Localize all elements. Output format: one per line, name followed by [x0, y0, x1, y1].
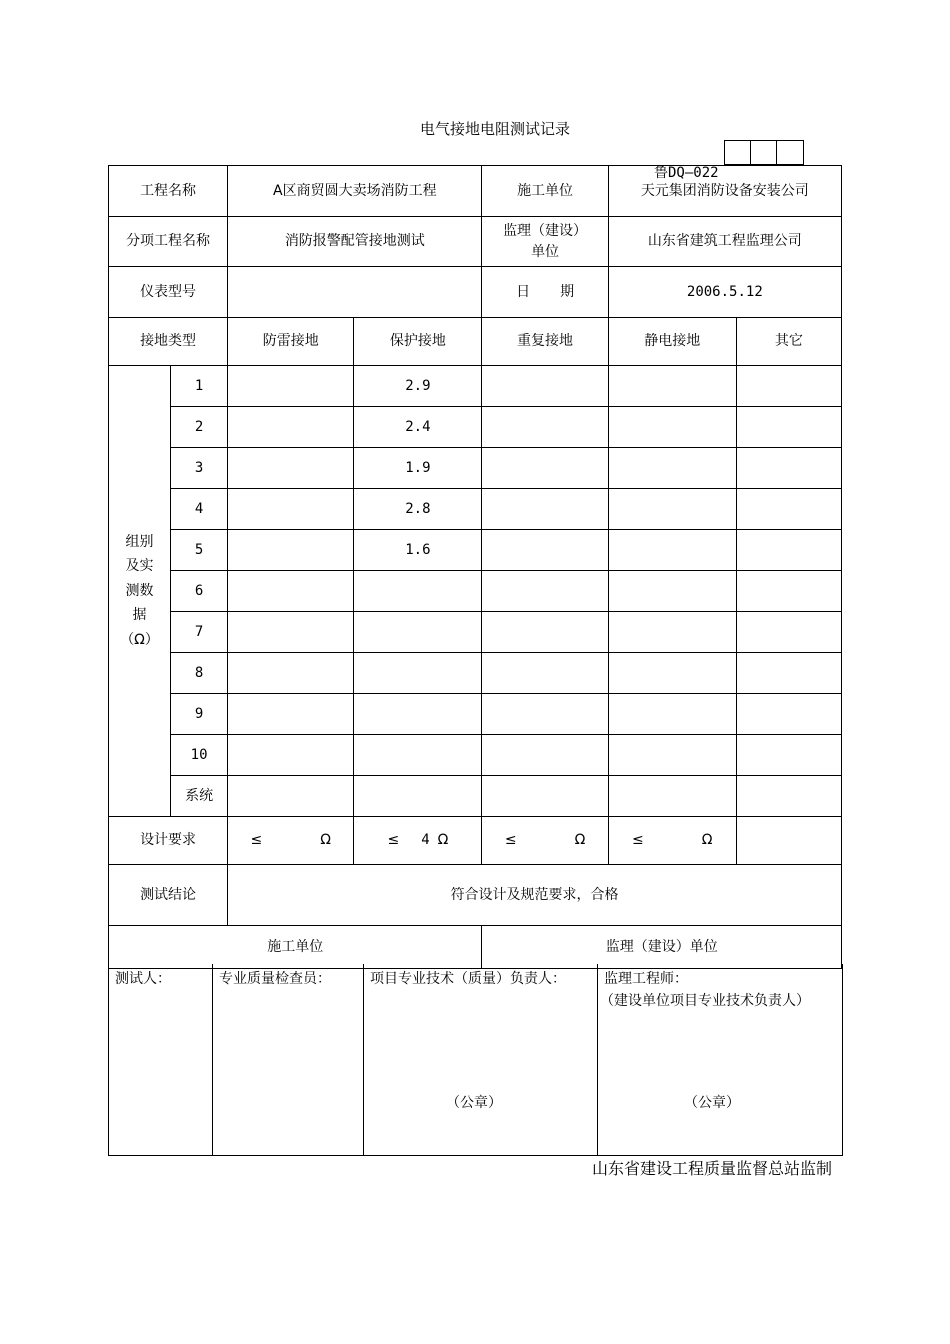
ohm-unit: Ω	[437, 832, 449, 848]
row-id: 10	[171, 735, 228, 776]
data-cell	[482, 530, 608, 571]
col-static: 静电接地	[608, 318, 736, 366]
instrument-label: 仪表型号	[109, 267, 228, 318]
col-repeat: 重复接地	[482, 318, 608, 366]
row-id: 1	[171, 366, 228, 407]
row-id: 8	[171, 653, 228, 694]
row-id-system: 系统	[171, 776, 228, 817]
le-sign: ≤	[387, 832, 400, 848]
data-cell: 1.6	[354, 530, 482, 571]
design-req-other	[736, 817, 841, 865]
data-cell	[482, 489, 608, 530]
data-cell	[482, 612, 608, 653]
data-cell	[228, 407, 354, 448]
data-cell: 2.8	[354, 489, 482, 530]
tester-cell	[109, 964, 213, 1156]
ohm-unit: Ω	[701, 832, 713, 848]
data-cell	[228, 653, 354, 694]
col-lightning: 防雷接地	[228, 318, 354, 366]
col-other: 其它	[736, 318, 841, 366]
construction-seal: （公章）	[446, 1095, 502, 1111]
data-cell	[608, 407, 736, 448]
data-cell	[354, 653, 482, 694]
supervisor-label-line1: 监理（建设）	[503, 222, 588, 239]
grounding-type-label: 接地类型	[109, 318, 228, 366]
data-cell	[736, 694, 841, 735]
supervision-unit-header: 监理（建设）单位	[482, 926, 842, 969]
design-req-lightning	[228, 817, 354, 865]
data-cell	[736, 776, 841, 817]
data-cell: 2.4	[354, 407, 482, 448]
req-value: 4	[421, 832, 430, 848]
data-cell	[736, 612, 841, 653]
data-cell	[608, 571, 736, 612]
code-boxes	[724, 140, 804, 165]
design-req-repeat	[482, 817, 608, 865]
data-cell	[354, 776, 482, 817]
row-id: 9	[171, 694, 228, 735]
group-label-line: （Ω）	[120, 631, 159, 648]
ohm-unit: Ω	[574, 832, 586, 848]
data-cell	[736, 448, 841, 489]
date-value: 2006.5.12	[608, 267, 841, 318]
data-cell	[354, 735, 482, 776]
row-id: 7	[171, 612, 228, 653]
data-cell	[736, 530, 841, 571]
supervision-seal: （公章）	[684, 1095, 740, 1111]
data-cell	[354, 694, 482, 735]
signature-table	[108, 964, 843, 1156]
le-sign: ≤	[250, 832, 263, 848]
data-cell	[354, 571, 482, 612]
design-requirement-label: 设计要求	[109, 817, 228, 865]
data-cell	[736, 489, 841, 530]
group-label-line: 测数	[125, 582, 154, 599]
data-cell	[608, 530, 736, 571]
le-sign: ≤	[504, 832, 517, 848]
group-label-line: 组别	[125, 533, 154, 550]
data-cell	[228, 612, 354, 653]
construction-unit-header: 施工单位	[109, 926, 482, 969]
data-cell	[482, 407, 608, 448]
data-cell	[228, 489, 354, 530]
conclusion-text: 符合设计及规范要求，合格	[228, 865, 842, 926]
quality-inspector-cell	[213, 964, 364, 1156]
technical-lead-cell	[364, 964, 598, 1156]
data-cell	[482, 653, 608, 694]
sub-project-label: 分项工程名称	[109, 217, 228, 267]
data-cell	[228, 571, 354, 612]
data-cell	[736, 571, 841, 612]
le-sign: ≤	[632, 832, 644, 848]
supervisor-label	[482, 217, 608, 267]
quality-inspector-label: 专业质量检查员：	[219, 971, 331, 987]
ohm-unit: Ω	[320, 832, 331, 848]
supervising-engineer-label: 监理工程师：	[604, 971, 688, 987]
footer-issuer: 山东省建设工程质量监督总站监制	[592, 1159, 833, 1178]
date-label-1: 日	[516, 283, 531, 300]
data-cell	[736, 366, 841, 407]
data-cell	[608, 776, 736, 817]
supervisor-value: 山东省建筑工程监理公司	[608, 217, 841, 267]
page-title: 电气接地电阻测试记录	[419, 120, 570, 138]
data-cell	[608, 489, 736, 530]
project-name-label: 工程名称	[109, 166, 228, 217]
sub-project-value: 消防报警配管接地测试	[228, 217, 482, 267]
row-id: 5	[171, 530, 228, 571]
data-cell	[736, 735, 841, 776]
contractor-label: 施工单位	[482, 166, 608, 217]
project-name-value: A区商贸圆大卖场消防工程	[228, 166, 482, 217]
test-record-table	[108, 165, 842, 969]
data-cell	[482, 448, 608, 489]
data-cell	[482, 694, 608, 735]
instrument-value	[228, 267, 482, 318]
data-cell	[228, 735, 354, 776]
data-cell	[608, 694, 736, 735]
owner-rep-label: （建设单位项目专业技术负责人）	[600, 993, 810, 1010]
supervising-engineer-cell	[598, 964, 843, 1156]
supervisor-label-line2: 单位	[531, 243, 560, 260]
conclusion-label: 测试结论	[109, 865, 228, 926]
row-id: 2	[171, 407, 228, 448]
data-cell	[736, 653, 841, 694]
design-req-protective	[354, 817, 482, 865]
data-cell	[608, 653, 736, 694]
data-cell	[228, 694, 354, 735]
row-id: 4	[171, 489, 228, 530]
col-protective: 保护接地	[354, 318, 482, 366]
group-label-line: 及实	[125, 558, 154, 575]
data-cell	[608, 448, 736, 489]
form-code: 鲁DQ—022	[654, 165, 719, 181]
data-cell	[482, 735, 608, 776]
row-id: 3	[171, 448, 228, 489]
data-cell	[608, 366, 736, 407]
data-cell	[608, 735, 736, 776]
data-cell	[736, 407, 841, 448]
technical-lead-label: 项目专业技术（质量）负责人：	[370, 971, 566, 987]
data-cell	[228, 776, 354, 817]
group-label	[109, 366, 171, 817]
data-cell	[354, 612, 482, 653]
contractor-value: 天元集团消防设备安装公司	[608, 166, 841, 217]
design-req-static	[608, 817, 736, 865]
data-cell	[228, 530, 354, 571]
data-cell: 2.9	[354, 366, 482, 407]
row-id: 6	[171, 571, 228, 612]
date-label	[482, 267, 608, 318]
data-cell	[482, 366, 608, 407]
tester-label: 测试人：	[115, 971, 171, 987]
date-label-2: 期	[560, 283, 575, 300]
data-cell	[228, 366, 354, 407]
data-cell	[482, 776, 608, 817]
data-cell	[228, 448, 354, 489]
data-cell	[482, 571, 608, 612]
group-label-line: 据	[132, 607, 147, 624]
data-cell: 1.9	[354, 448, 482, 489]
data-cell	[608, 612, 736, 653]
